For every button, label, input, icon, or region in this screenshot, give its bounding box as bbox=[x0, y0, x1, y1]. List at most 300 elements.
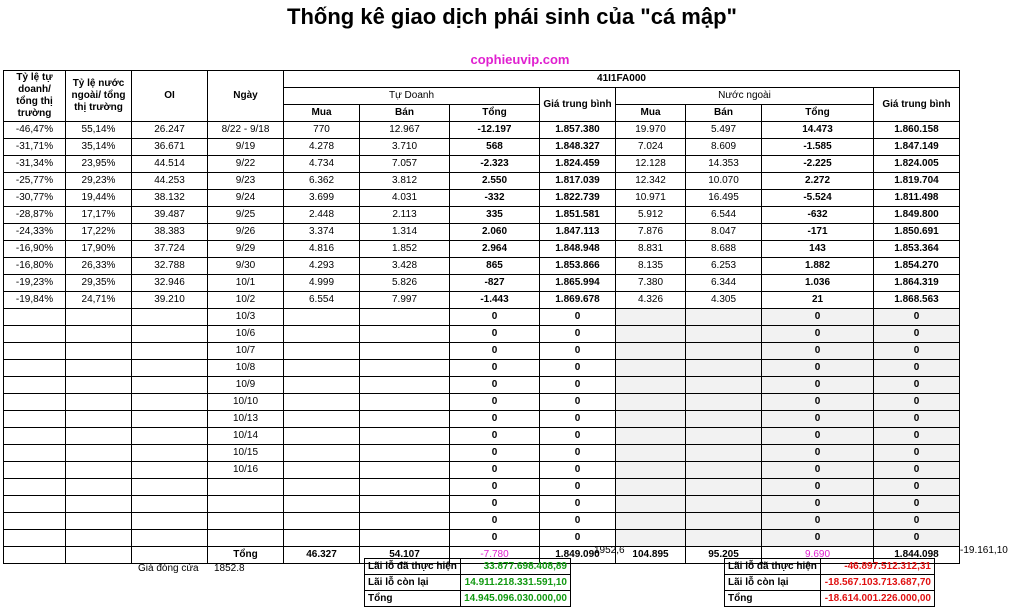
cell-nn-buy bbox=[616, 411, 686, 428]
cell-nn-avg: 0 bbox=[874, 360, 960, 377]
tu-doanh-header: Tự Doanh bbox=[284, 88, 540, 105]
cell-oi: 39.487 bbox=[132, 207, 208, 224]
cell-nn-buy: 7.380 bbox=[616, 275, 686, 292]
cell-date: 10/7 bbox=[208, 343, 284, 360]
cell-td-avg: 0 bbox=[540, 394, 616, 411]
cell-nn-buy bbox=[616, 326, 686, 343]
cell-td-sell: 12.967 bbox=[360, 122, 450, 139]
cell-oi: 39.210 bbox=[132, 292, 208, 309]
cell-nn-buy bbox=[616, 462, 686, 479]
total-nn-buy: 104.895 bbox=[616, 547, 686, 564]
td-extra-value: 1952,6 bbox=[594, 545, 625, 556]
nuoc-ngoai-header: Nước ngoài bbox=[616, 88, 874, 105]
cell-date bbox=[208, 513, 284, 530]
cell-td-sell bbox=[360, 326, 450, 343]
cell-nn-ratio: 24,71% bbox=[66, 292, 132, 309]
cell-td-avg: 0 bbox=[540, 360, 616, 377]
cell-td-ratio: -31,34% bbox=[4, 156, 66, 173]
cell-td-buy bbox=[284, 309, 360, 326]
site-watermark: cophieuvip.com bbox=[470, 52, 570, 67]
cell-td-sell bbox=[360, 479, 450, 496]
cell-nn-sell: 16.495 bbox=[686, 190, 762, 207]
table-body bbox=[4, 122, 960, 547]
cell-nn-ratio: 35,14% bbox=[66, 139, 132, 156]
cell-date: 9/26 bbox=[208, 224, 284, 241]
pl-td-total: 14.945.096.030.000,00 bbox=[461, 591, 571, 607]
col-header-nn-buy: Mua bbox=[616, 105, 686, 122]
cell-nn-sell bbox=[686, 513, 762, 530]
total-nn-sell: 95.205 bbox=[686, 547, 762, 564]
table-row bbox=[4, 496, 960, 513]
cell-td-avg: 1.853.866 bbox=[540, 258, 616, 275]
cell-td-ratio bbox=[4, 360, 66, 377]
cell-nn-sell: 14.353 bbox=[686, 156, 762, 173]
cell-td-buy: 3.699 bbox=[284, 190, 360, 207]
cell-nn-avg: 0 bbox=[874, 343, 960, 360]
col-header-oi: OI bbox=[132, 71, 208, 122]
cell-nn-avg: 0 bbox=[874, 445, 960, 462]
cell-nn-sell: 6.344 bbox=[686, 275, 762, 292]
cell-date: 9/23 bbox=[208, 173, 284, 190]
total-td-buy: 46.327 bbox=[284, 547, 360, 564]
col-header-nn-ratio: Tỷ lệ nước ngoài/ tổng thị trường bbox=[66, 71, 132, 122]
cell-nn-sell bbox=[686, 445, 762, 462]
cell-oi: 32.946 bbox=[132, 275, 208, 292]
cell-oi: 38.383 bbox=[132, 224, 208, 241]
cell-nn-ratio bbox=[66, 343, 132, 360]
cell-td-avg: 1.869.678 bbox=[540, 292, 616, 309]
page-title: Thống kê giao dịch phái sinh của "cá mập" bbox=[287, 4, 737, 29]
cell-td-total: 568 bbox=[450, 139, 540, 156]
pl-td-realized: 33.877.698.408,89 bbox=[461, 559, 571, 575]
cell-nn-ratio: 26,33% bbox=[66, 258, 132, 275]
cell-date bbox=[208, 479, 284, 496]
total-td-sell: 54.107 bbox=[360, 547, 450, 564]
cell-td-sell bbox=[360, 394, 450, 411]
cell-td-avg: 1.822.739 bbox=[540, 190, 616, 207]
cell-nn-avg: 0 bbox=[874, 513, 960, 530]
cell-td-ratio bbox=[4, 428, 66, 445]
cell-td-buy bbox=[284, 428, 360, 445]
cell-td-total: 0 bbox=[450, 428, 540, 445]
cell-nn-total: 0 bbox=[762, 343, 874, 360]
cell-td-buy bbox=[284, 513, 360, 530]
cell-td-sell bbox=[360, 360, 450, 377]
cell-nn-buy: 19.970 bbox=[616, 122, 686, 139]
cell-td-total: 2.550 bbox=[450, 173, 540, 190]
cell-nn-total: 0 bbox=[762, 360, 874, 377]
table-row bbox=[4, 292, 960, 309]
cell-date: 10/9 bbox=[208, 377, 284, 394]
pl-nuoc-ngoai-table bbox=[724, 558, 935, 607]
cell-td-total: 2.964 bbox=[450, 241, 540, 258]
cell-date: 9/30 bbox=[208, 258, 284, 275]
cell-nn-ratio bbox=[66, 394, 132, 411]
cell-td-ratio bbox=[4, 496, 66, 513]
cell-oi bbox=[132, 513, 208, 530]
cell-td-sell bbox=[360, 530, 450, 547]
table-row bbox=[4, 360, 960, 377]
cell-td-buy: 3.374 bbox=[284, 224, 360, 241]
cell-nn-total: 21 bbox=[762, 292, 874, 309]
cell-nn-avg: 1.868.563 bbox=[874, 292, 960, 309]
cell-nn-ratio: 55,14% bbox=[66, 122, 132, 139]
cell-td-total: 0 bbox=[450, 343, 540, 360]
table-row bbox=[4, 275, 960, 292]
cell-nn-ratio bbox=[66, 513, 132, 530]
table-row bbox=[4, 428, 960, 445]
cell-nn-ratio: 29,23% bbox=[66, 173, 132, 190]
pl-td-total-label: Tổng bbox=[365, 591, 461, 607]
cell-td-ratio: -16,90% bbox=[4, 241, 66, 258]
cell-nn-avg: 0 bbox=[874, 394, 960, 411]
table-row bbox=[4, 173, 960, 190]
table-row bbox=[4, 462, 960, 479]
cell-oi: 32.788 bbox=[132, 258, 208, 275]
cell-td-ratio bbox=[4, 411, 66, 428]
cell-nn-ratio bbox=[66, 445, 132, 462]
cell-td-ratio: -30,77% bbox=[4, 190, 66, 207]
cell-nn-sell: 8.047 bbox=[686, 224, 762, 241]
cell-nn-buy bbox=[616, 479, 686, 496]
cell-td-sell: 7.057 bbox=[360, 156, 450, 173]
cell-td-total: 2.060 bbox=[450, 224, 540, 241]
cell-td-buy: 4.816 bbox=[284, 241, 360, 258]
cell-nn-total: 0 bbox=[762, 530, 874, 547]
cell-td-ratio: -19,84% bbox=[4, 292, 66, 309]
cell-td-sell: 2.113 bbox=[360, 207, 450, 224]
cell-nn-total: -1.585 bbox=[762, 139, 874, 156]
cell-date: 10/1 bbox=[208, 275, 284, 292]
cell-td-ratio: -28,87% bbox=[4, 207, 66, 224]
cell-nn-sell: 5.497 bbox=[686, 122, 762, 139]
cell-oi: 44.253 bbox=[132, 173, 208, 190]
cell-td-sell bbox=[360, 445, 450, 462]
table-row bbox=[4, 394, 960, 411]
cell-td-total: 0 bbox=[450, 309, 540, 326]
cell-td-buy: 4.999 bbox=[284, 275, 360, 292]
col-header-date: Ngày bbox=[208, 71, 284, 122]
cell-nn-ratio bbox=[66, 377, 132, 394]
cell-td-sell: 1.314 bbox=[360, 224, 450, 241]
cell-td-avg: 1.865.994 bbox=[540, 275, 616, 292]
cell-nn-buy: 12.342 bbox=[616, 173, 686, 190]
cell-td-ratio bbox=[4, 462, 66, 479]
cell-oi bbox=[132, 309, 208, 326]
cell-td-total: 0 bbox=[450, 326, 540, 343]
cell-td-sell: 3.812 bbox=[360, 173, 450, 190]
cell-nn-buy: 7.024 bbox=[616, 139, 686, 156]
cell-oi bbox=[132, 326, 208, 343]
cell-td-total: -12.197 bbox=[450, 122, 540, 139]
cell-oi bbox=[132, 530, 208, 547]
cell-date: 10/2 bbox=[208, 292, 284, 309]
table-row bbox=[4, 207, 960, 224]
cell-nn-buy bbox=[616, 343, 686, 360]
cell-nn-sell bbox=[686, 496, 762, 513]
cell-td-total: -827 bbox=[450, 275, 540, 292]
cell-oi bbox=[132, 496, 208, 513]
nn-extra-value: -19.161,10 bbox=[960, 545, 1008, 556]
total-nn-avg: 1.844.098 bbox=[874, 547, 960, 564]
cell-td-buy bbox=[284, 479, 360, 496]
cell-td-sell bbox=[360, 377, 450, 394]
cell-nn-avg: 0 bbox=[874, 309, 960, 326]
cell-td-ratio: -46,47% bbox=[4, 122, 66, 139]
cell-nn-avg: 1.819.704 bbox=[874, 173, 960, 190]
cell-td-ratio bbox=[4, 309, 66, 326]
table-row bbox=[4, 377, 960, 394]
cell-date bbox=[208, 530, 284, 547]
cell-nn-avg: 1.854.270 bbox=[874, 258, 960, 275]
cell-nn-ratio: 17,17% bbox=[66, 207, 132, 224]
cell-date: 10/8 bbox=[208, 360, 284, 377]
cell-nn-sell: 6.253 bbox=[686, 258, 762, 275]
cell-nn-buy bbox=[616, 445, 686, 462]
cell-td-buy: 6.362 bbox=[284, 173, 360, 190]
cell-td-avg: 0 bbox=[540, 377, 616, 394]
cell-td-sell bbox=[360, 513, 450, 530]
cell-nn-avg: 0 bbox=[874, 530, 960, 547]
cell-nn-sell bbox=[686, 411, 762, 428]
pl-nn-realized-label: Lãi lỗ đã thực hiện bbox=[725, 559, 821, 575]
cell-nn-total: 0 bbox=[762, 479, 874, 496]
pl-nn-realized: -46.897.512.312,31 bbox=[821, 559, 935, 575]
cell-nn-sell: 8.609 bbox=[686, 139, 762, 156]
cell-nn-buy bbox=[616, 496, 686, 513]
cell-nn-buy bbox=[616, 309, 686, 326]
cell-nn-ratio bbox=[66, 411, 132, 428]
cell-td-total: 0 bbox=[450, 411, 540, 428]
cell-td-sell bbox=[360, 343, 450, 360]
cell-date: 9/24 bbox=[208, 190, 284, 207]
cell-nn-buy: 4.326 bbox=[616, 292, 686, 309]
table-row bbox=[4, 241, 960, 258]
cell-nn-ratio: 17,22% bbox=[66, 224, 132, 241]
cell-td-ratio bbox=[4, 394, 66, 411]
cell-td-avg: 0 bbox=[540, 513, 616, 530]
cell-nn-ratio: 17,90% bbox=[66, 241, 132, 258]
cell-td-avg: 1.851.581 bbox=[540, 207, 616, 224]
cell-nn-ratio bbox=[66, 479, 132, 496]
cell-date: 9/29 bbox=[208, 241, 284, 258]
cell-oi bbox=[132, 411, 208, 428]
cell-nn-sell bbox=[686, 326, 762, 343]
cell-nn-avg: 1.811.498 bbox=[874, 190, 960, 207]
cell-nn-total: -2.225 bbox=[762, 156, 874, 173]
cell-oi: 36.671 bbox=[132, 139, 208, 156]
cell-nn-avg: 1.864.319 bbox=[874, 275, 960, 292]
cell-td-avg: 0 bbox=[540, 343, 616, 360]
cell-td-ratio: -31,71% bbox=[4, 139, 66, 156]
cell-td-buy: 770 bbox=[284, 122, 360, 139]
pl-nn-total: -18.614.001.226.000,00 bbox=[821, 591, 935, 607]
cell-nn-ratio bbox=[66, 360, 132, 377]
total-td-total: -7.780 bbox=[450, 547, 540, 564]
cell-td-total: 0 bbox=[450, 479, 540, 496]
cell-oi bbox=[132, 428, 208, 445]
cell-oi bbox=[132, 343, 208, 360]
cell-nn-sell bbox=[686, 462, 762, 479]
table-row bbox=[4, 479, 960, 496]
cell-nn-total: 143 bbox=[762, 241, 874, 258]
cell-nn-sell bbox=[686, 428, 762, 445]
cell-nn-total: -5.524 bbox=[762, 190, 874, 207]
cell-date: 10/13 bbox=[208, 411, 284, 428]
pl-nn-remaining: -18.567.103.713.687,70 bbox=[821, 575, 935, 591]
cell-td-ratio bbox=[4, 530, 66, 547]
table-row bbox=[4, 190, 960, 207]
total-label: Tổng bbox=[208, 547, 284, 564]
cell-date: 10/14 bbox=[208, 428, 284, 445]
cell-td-avg: 0 bbox=[540, 445, 616, 462]
cell-td-avg: 1.847.113 bbox=[540, 224, 616, 241]
cell-td-sell bbox=[360, 496, 450, 513]
cell-nn-buy: 10.971 bbox=[616, 190, 686, 207]
cell-td-total: 0 bbox=[450, 530, 540, 547]
derivatives-table bbox=[3, 70, 960, 564]
cell-oi: 44.514 bbox=[132, 156, 208, 173]
cell-td-ratio bbox=[4, 445, 66, 462]
cell-nn-sell bbox=[686, 343, 762, 360]
cell-td-ratio bbox=[4, 377, 66, 394]
table-row bbox=[4, 258, 960, 275]
col-header-td-buy: Mua bbox=[284, 105, 360, 122]
cell-date: 10/15 bbox=[208, 445, 284, 462]
cell-td-ratio: -24,33% bbox=[4, 224, 66, 241]
cell-td-avg: 0 bbox=[540, 530, 616, 547]
cell-nn-sell bbox=[686, 530, 762, 547]
cell-td-sell: 7.997 bbox=[360, 292, 450, 309]
cell-td-sell: 4.031 bbox=[360, 190, 450, 207]
cell-date: 8/22 - 9/18 bbox=[208, 122, 284, 139]
cell-nn-sell: 8.688 bbox=[686, 241, 762, 258]
cell-td-sell bbox=[360, 428, 450, 445]
table-row bbox=[4, 513, 960, 530]
cell-nn-avg: 1.853.364 bbox=[874, 241, 960, 258]
cell-oi bbox=[132, 394, 208, 411]
cell-nn-buy: 7.876 bbox=[616, 224, 686, 241]
table-row bbox=[4, 343, 960, 360]
cell-oi: 38.132 bbox=[132, 190, 208, 207]
cell-nn-buy bbox=[616, 513, 686, 530]
cell-nn-buy: 5.912 bbox=[616, 207, 686, 224]
pl-td-realized-label: Lãi lỗ đã thực hiện bbox=[365, 559, 461, 575]
cell-nn-total: 0 bbox=[762, 496, 874, 513]
cell-td-avg: 1.817.039 bbox=[540, 173, 616, 190]
cell-nn-total: 0 bbox=[762, 309, 874, 326]
cell-oi bbox=[132, 377, 208, 394]
cell-td-buy bbox=[284, 394, 360, 411]
cell-oi: 26.247 bbox=[132, 122, 208, 139]
cell-nn-ratio: 23,95% bbox=[66, 156, 132, 173]
cell-nn-ratio bbox=[66, 496, 132, 513]
cell-nn-ratio bbox=[66, 428, 132, 445]
cell-td-total: 0 bbox=[450, 377, 540, 394]
cell-td-buy: 4.293 bbox=[284, 258, 360, 275]
pl-tu-doanh-table bbox=[364, 558, 571, 607]
cell-td-total: -2.323 bbox=[450, 156, 540, 173]
cell-td-buy bbox=[284, 411, 360, 428]
cell-td-buy: 4.734 bbox=[284, 156, 360, 173]
cell-nn-avg: 0 bbox=[874, 411, 960, 428]
cell-td-avg: 1.857.380 bbox=[540, 122, 616, 139]
cell-nn-total: 0 bbox=[762, 462, 874, 479]
cell-date: 9/19 bbox=[208, 139, 284, 156]
table-row bbox=[4, 139, 960, 156]
cell-td-avg: 0 bbox=[540, 309, 616, 326]
col-header-td-avg: Giá trung bình bbox=[540, 88, 616, 122]
cell-nn-avg: 1.849.800 bbox=[874, 207, 960, 224]
cell-td-avg: 1.824.459 bbox=[540, 156, 616, 173]
close-price-label: Giá đóng cửa bbox=[138, 563, 199, 574]
cell-td-buy bbox=[284, 326, 360, 343]
cell-nn-buy: 8.831 bbox=[616, 241, 686, 258]
cell-td-avg: 0 bbox=[540, 411, 616, 428]
pl-nn-remaining-label: Lãi lỗ còn lại bbox=[725, 575, 821, 591]
cell-nn-total: 0 bbox=[762, 377, 874, 394]
cell-nn-total: 0 bbox=[762, 411, 874, 428]
cell-td-total: 0 bbox=[450, 496, 540, 513]
cell-td-sell bbox=[360, 411, 450, 428]
col-header-td-sell: Bán bbox=[360, 105, 450, 122]
cell-nn-avg: 0 bbox=[874, 462, 960, 479]
cell-td-total: 0 bbox=[450, 462, 540, 479]
cell-date bbox=[208, 496, 284, 513]
cell-nn-total: 0 bbox=[762, 326, 874, 343]
pl-td-remaining-label: Lãi lỗ còn lại bbox=[365, 575, 461, 591]
cell-nn-buy bbox=[616, 530, 686, 547]
table-row bbox=[4, 411, 960, 428]
cell-oi bbox=[132, 462, 208, 479]
cell-td-sell bbox=[360, 462, 450, 479]
cell-oi bbox=[132, 445, 208, 462]
cell-nn-ratio: 29,35% bbox=[66, 275, 132, 292]
total-td-avg: 1.849.090 bbox=[540, 547, 616, 564]
pl-td-remaining: 14.911.218.331.591,10 bbox=[461, 575, 571, 591]
cell-nn-buy bbox=[616, 394, 686, 411]
cell-nn-ratio bbox=[66, 326, 132, 343]
cell-nn-total: 0 bbox=[762, 394, 874, 411]
cell-nn-avg: 1.860.158 bbox=[874, 122, 960, 139]
cell-td-ratio: -16,80% bbox=[4, 258, 66, 275]
cell-oi: 37.724 bbox=[132, 241, 208, 258]
cell-td-total: 865 bbox=[450, 258, 540, 275]
table-row bbox=[4, 122, 960, 139]
pl-nn-total-label: Tổng bbox=[725, 591, 821, 607]
cell-td-buy bbox=[284, 360, 360, 377]
cell-date: 10/6 bbox=[208, 326, 284, 343]
cell-td-ratio bbox=[4, 513, 66, 530]
cell-td-sell: 3.428 bbox=[360, 258, 450, 275]
table-row bbox=[4, 326, 960, 343]
contract-header: 41I1FA000 bbox=[284, 71, 960, 88]
cell-date: 10/3 bbox=[208, 309, 284, 326]
table-row bbox=[4, 156, 960, 173]
cell-nn-sell: 6.544 bbox=[686, 207, 762, 224]
cell-nn-total: 0 bbox=[762, 445, 874, 462]
cell-td-sell: 5.826 bbox=[360, 275, 450, 292]
cell-td-buy: 4.278 bbox=[284, 139, 360, 156]
cell-date: 9/25 bbox=[208, 207, 284, 224]
cell-nn-total: 1.882 bbox=[762, 258, 874, 275]
cell-nn-buy: 8.135 bbox=[616, 258, 686, 275]
cell-td-buy bbox=[284, 462, 360, 479]
cell-oi bbox=[132, 360, 208, 377]
cell-nn-sell: 4.305 bbox=[686, 292, 762, 309]
cell-td-buy: 2.448 bbox=[284, 207, 360, 224]
cell-nn-sell: 10.070 bbox=[686, 173, 762, 190]
